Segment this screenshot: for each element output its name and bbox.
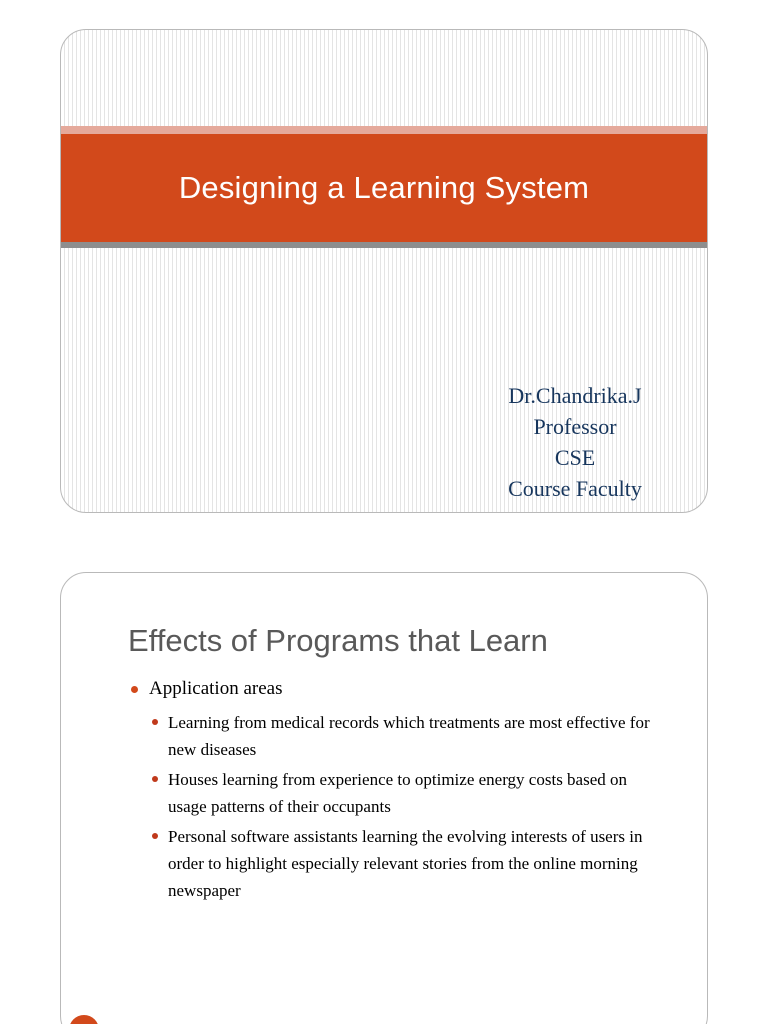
sub-bullet-item	[149, 766, 669, 820]
sub-bullet-item	[149, 709, 669, 763]
bullet-dot-icon	[152, 833, 158, 839]
slide-title: Designing a Learning System	[178, 170, 590, 205]
bullet-dot-icon	[131, 686, 138, 693]
author-role: Course Faculty	[508, 476, 642, 501]
bullet-dot-icon	[152, 776, 158, 782]
bullet-list	[129, 676, 669, 907]
author-name: Dr.Chandrika.J	[508, 383, 642, 408]
author-department: CSE	[554, 445, 596, 470]
bullet-text: Application areas	[149, 678, 283, 699]
bullet-dot-icon	[152, 719, 158, 725]
slide-number-circle-icon	[69, 1015, 99, 1024]
title-band-shadow	[61, 242, 707, 248]
sub-bullet-text: Houses learning from experience to optimize energy costs based on usage patterns of their occupants	[168, 770, 628, 816]
title-band-highlight	[61, 126, 707, 134]
slide-heading: Effects of Programs that Learn	[128, 623, 548, 658]
author-info	[481, 380, 669, 504]
sub-bullet-text: Personal software assistants learning the evolving interests of users in order to highlight especially relevant stories from the online morning newspaper	[168, 827, 643, 900]
sub-bullet-item	[149, 823, 669, 904]
title-slide	[60, 29, 708, 513]
bullet-item	[129, 676, 669, 702]
author-position: Professor	[533, 414, 617, 439]
content-slide	[60, 572, 708, 1024]
sub-bullet-text: Learning from medical records which treatments are most effective for new diseases	[168, 713, 650, 759]
